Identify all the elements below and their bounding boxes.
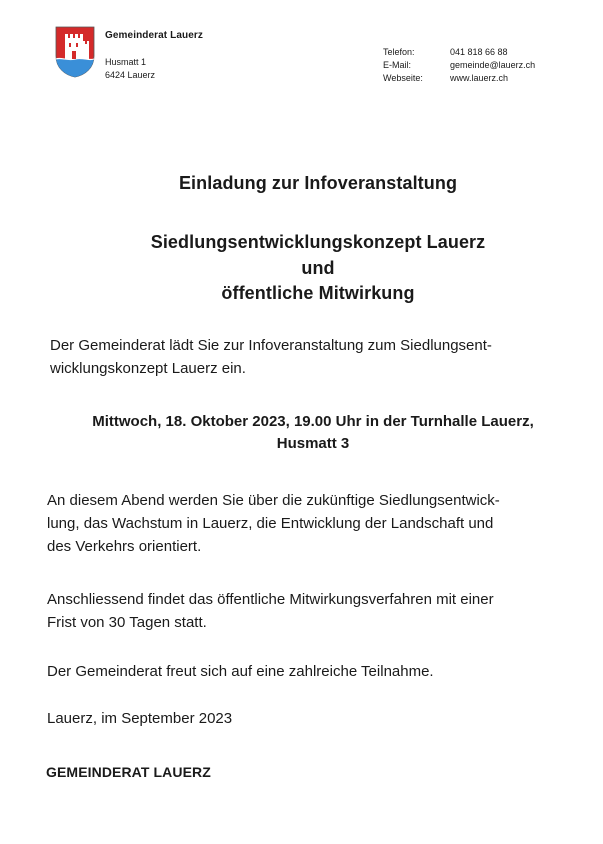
concept-title-participation: öffentliche Mitwirkung <box>221 283 415 303</box>
contact-label: Telefon: <box>383 47 415 57</box>
text-line: Der Gemeinderat lädt Sie zur Infoveranstaltung zum Siedlungsent- <box>50 337 492 354</box>
signature: GEMEINDERAT LAUERZ <box>46 764 211 780</box>
contact-website <box>383 72 535 85</box>
text-line: Frist von 30 Tagen statt. <box>47 614 207 631</box>
contact-label: Webseite: <box>383 73 423 83</box>
lauerz-crest-icon <box>55 26 95 78</box>
contact-label: E-Mail: <box>383 60 412 70</box>
text-line: lung, das Wachstum in Lauerz, die Entwicklung der Landschaft und <box>47 515 494 532</box>
contact-value: www.lauerz.ch <box>450 73 509 83</box>
invitation-title: Einladung zur Infoveranstaltung <box>178 173 458 193</box>
contact-email <box>383 59 535 72</box>
place-date: Lauerz, im September 2023 <box>47 710 233 727</box>
text-line: An diesem Abend werden Sie über die zukünftige Siedlungsentwick- <box>47 492 500 509</box>
closing-paragraph: Der Gemeinderat freut sich auf eine zahlreiche Teilnahme. <box>47 663 434 680</box>
participation-paragraph <box>47 588 567 634</box>
text-line: des Verkehrs orientiert. <box>47 538 202 555</box>
contact-phone <box>383 46 535 59</box>
contact-block <box>383 46 535 85</box>
event-details <box>0 411 603 455</box>
intro-paragraph <box>50 334 570 380</box>
concept-title-and: und <box>301 258 335 278</box>
event-line: Mittwoch, 18. Oktober 2023, 19.00 Uhr in der Turnhalle Lauerz, <box>92 413 534 430</box>
text-line: Anschliessend findet das öffentliche Mitwirkungsverfahren mit einer <box>47 591 494 608</box>
event-line: Husmatt 3 <box>276 435 350 452</box>
contact-value: gemeinde@lauerz.ch <box>450 60 536 70</box>
org-city: 6424 Lauerz <box>105 70 156 80</box>
evening-paragraph <box>47 489 567 558</box>
concept-title: Siedlungsentwicklungskonzept Lauerz <box>150 232 486 252</box>
contact-value: 041 818 66 88 <box>450 47 508 57</box>
org-street: Husmatt 1 <box>105 57 147 67</box>
org-name: Gemeinderat Lauerz <box>105 30 203 41</box>
text-line: wicklungskonzept Lauerz ein. <box>50 360 246 377</box>
